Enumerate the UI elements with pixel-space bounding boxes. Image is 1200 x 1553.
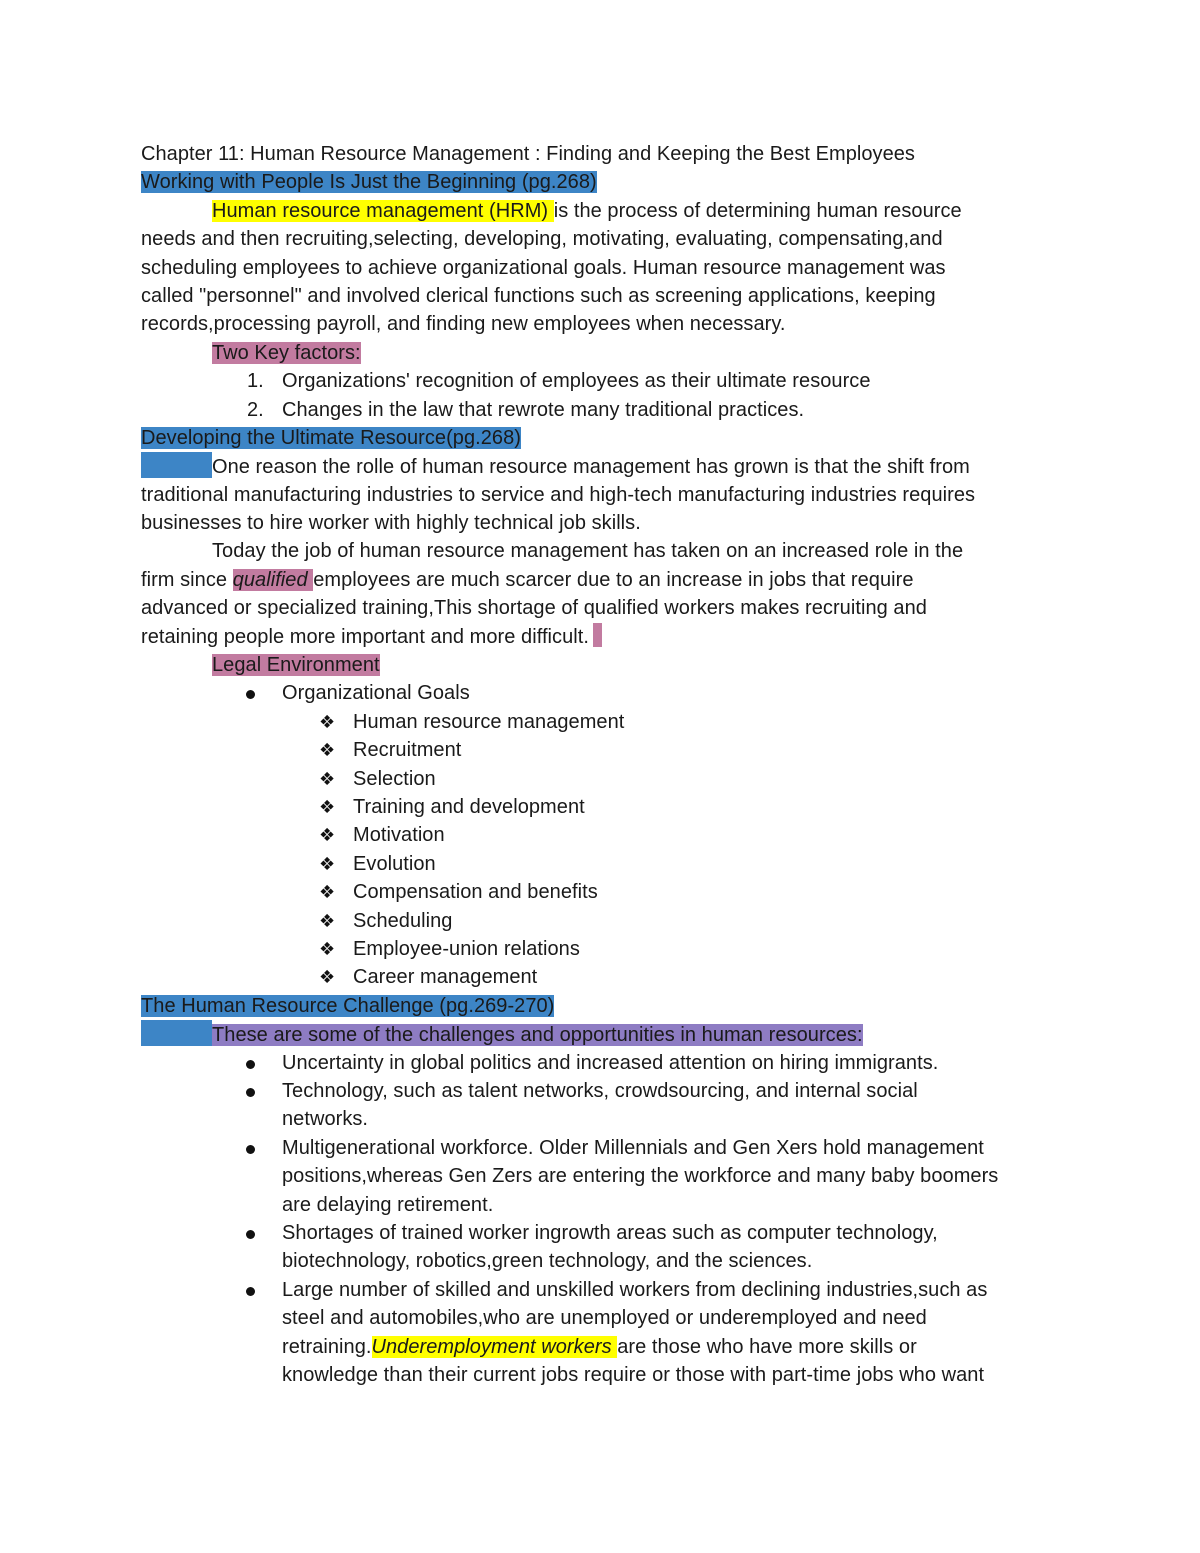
paragraph-2-line-4	[141, 623, 1071, 651]
list-item-text: Scheduling	[353, 909, 453, 932]
diamond-bullet-icon: ❖	[319, 967, 336, 988]
hrm-definition-line-5: records,processing payroll, and finding new employees when necessary.	[141, 313, 786, 336]
list-item	[141, 907, 1071, 935]
list-item-text: Compensation and benefits	[353, 881, 598, 904]
list-item-text: Motivation	[353, 824, 445, 847]
paragraph-2-line-2	[141, 566, 1071, 594]
list-item-text: Employee-union relations	[353, 937, 580, 960]
paragraph-1-line-1	[141, 452, 1071, 480]
bullet-icon	[246, 1230, 255, 1239]
list-item-text: steel and automobiles,who are unemployed or underemployed and need	[282, 1307, 927, 1330]
list-item	[141, 821, 1071, 849]
paragraph-text: retraining.	[282, 1335, 372, 1358]
list-item	[141, 1276, 1071, 1390]
qualified-emphasis: qualified	[232, 568, 314, 591]
diamond-bullet-icon: ❖	[319, 797, 336, 817]
hrm-term: Human resource management (HRM)	[212, 199, 554, 222]
diamond-bullet-icon: ❖	[319, 910, 336, 931]
list-item	[141, 679, 1071, 707]
list-item-text: Uncertainty in global politics and increased attention on hiring immigrants.	[282, 1051, 939, 1074]
diamond-bullet-icon: ❖	[319, 938, 336, 959]
list-item-text: Recruitment	[353, 739, 462, 762]
list-item	[141, 708, 1071, 736]
paragraph-2-line-1: Today the job of human resource management has taken on an increased role in the	[212, 540, 964, 563]
highlight-indent-block	[141, 1020, 212, 1046]
list-item	[141, 765, 1071, 793]
list-item-text: Technology, such as talent networks, crowdsourcing, and internal social	[282, 1079, 918, 1102]
paragraph-text: firm since	[141, 568, 233, 591]
list-item-text: Organizational Goals	[282, 682, 470, 705]
list-item	[141, 850, 1071, 878]
diamond-bullet-icon: ❖	[319, 882, 336, 903]
bullet-icon	[246, 1060, 255, 1069]
diamond-bullet-icon: ❖	[319, 711, 336, 732]
highlight-indent-block	[141, 452, 212, 478]
list-number: 1.	[247, 370, 264, 393]
list-item	[141, 1077, 1071, 1134]
diamond-bullet-icon: ❖	[319, 740, 336, 761]
key-factors-label-line	[141, 339, 1071, 367]
list-item-text: Organizations' recognition of employees as their ultimate resource	[282, 370, 871, 393]
list-item-text: knowledge than their current jobs require or those with part-time jobs who want	[282, 1363, 985, 1386]
paragraph-2-line-3: advanced or specialized training,This shortage of qualified workers makes recruiting and	[141, 597, 927, 620]
list-item-text: are delaying retirement.	[282, 1193, 494, 1216]
hrm-definition-line-1	[141, 197, 1071, 225]
diamond-bullet-icon: ❖	[319, 768, 336, 789]
list-item	[141, 736, 1071, 764]
paragraph-1-line-2: traditional manufacturing industries to service and high-tech manufacturing industries requires	[141, 483, 976, 506]
list-item	[141, 1134, 1071, 1219]
list-item	[141, 878, 1071, 906]
section-2-heading-line	[141, 424, 1071, 452]
list-item	[141, 793, 1071, 821]
list-item-text: Evolution	[353, 852, 436, 875]
list-item-text: biotechnology, robotics,green technology, and the sciences.	[282, 1250, 813, 1273]
list-item-text: Training and development	[353, 796, 585, 818]
organizational-goals-list	[141, 679, 1071, 707]
list-item-text: Changes in the law that rewrote many traditional practices.	[282, 398, 805, 421]
list-item-text: Human resource management	[353, 710, 625, 733]
section-3-heading-line	[141, 992, 1071, 1020]
diamond-bullet-icon: ❖	[319, 825, 336, 846]
key-factors-list	[141, 367, 1071, 424]
page-title: Chapter 11: Human Resource Management : Finding and Keeping the Best Employees	[141, 143, 915, 165]
legal-environment-line	[141, 651, 1071, 679]
list-item-text: positions,whereas Gen Zers are entering the workforce and many baby boomers	[282, 1165, 999, 1188]
paragraph-text: One reason the rolle of human resource management has grown is that the shift from	[212, 456, 970, 479]
document-body	[141, 140, 1071, 1389]
list-number: 2.	[247, 398, 264, 421]
hrm-definition-text: is the process of determining human resource	[553, 199, 962, 222]
challenges-intro: These are some of the challenges and opportunities in human resources:	[212, 1024, 863, 1047]
section-1-heading-line	[141, 168, 1071, 196]
list-item-text: Large number of skilled and unskilled workers from declining industries,such as	[282, 1278, 988, 1301]
bullet-icon	[246, 1287, 255, 1296]
challenges-intro-line	[141, 1020, 1071, 1048]
list-item	[141, 396, 1071, 424]
highlight-mark	[593, 623, 602, 647]
paragraph-text: are those who have more skills or	[617, 1335, 917, 1358]
list-item	[141, 935, 1071, 963]
list-item-text: Career management	[353, 966, 538, 989]
challenges-list	[141, 1049, 1071, 1390]
list-item-text	[282, 1333, 1071, 1361]
bullet-icon	[246, 690, 255, 699]
list-item	[141, 1219, 1071, 1276]
list-item-text: Shortages of trained worker ingrowth areas such as computer technology,	[282, 1221, 938, 1244]
list-item-text: Multigenerational workforce. Older Millennials and Gen Xers hold management	[282, 1136, 984, 1159]
paragraph-text: employees are much scarcer due to an increase in jobs that require	[313, 568, 914, 591]
list-item	[141, 1049, 1071, 1077]
list-item-text: networks.	[282, 1108, 369, 1131]
paragraph-1-line-3: businesses to hire worker with highly technical job skills.	[141, 512, 641, 535]
underemployment-term: Underemployment workers	[371, 1335, 618, 1358]
section-1-heading: Working with People Is Just the Beginning (pg.268)	[141, 171, 597, 194]
section-2-heading: Developing the Ultimate Resource(pg.268)	[141, 426, 521, 449]
legal-environment-label: Legal Environment	[212, 654, 380, 677]
bullet-icon	[246, 1088, 255, 1097]
list-item	[141, 367, 1071, 395]
hrm-definition-line-4: called "personnel" and involved clerical functions such as screening applications, keeping	[141, 284, 936, 307]
list-item	[141, 963, 1071, 991]
diamond-bullet-icon: ❖	[319, 853, 336, 874]
key-factors-label: Two Key factors:	[212, 341, 361, 364]
section-3-heading: The Human Resource Challenge (pg.269-270)	[141, 994, 555, 1017]
list-item-text: Selection	[353, 767, 436, 790]
hrm-definition-line-2: needs and then recruiting,selecting, developing, motivating, evaluating, compensating,and	[141, 228, 943, 251]
paragraph-text: retaining people more important and more difficult.	[141, 625, 589, 648]
bullet-icon	[246, 1145, 255, 1154]
goals-sublist	[141, 708, 1071, 992]
hrm-definition-line-3: scheduling employees to achieve organizational goals. Human resource management was	[141, 256, 946, 279]
